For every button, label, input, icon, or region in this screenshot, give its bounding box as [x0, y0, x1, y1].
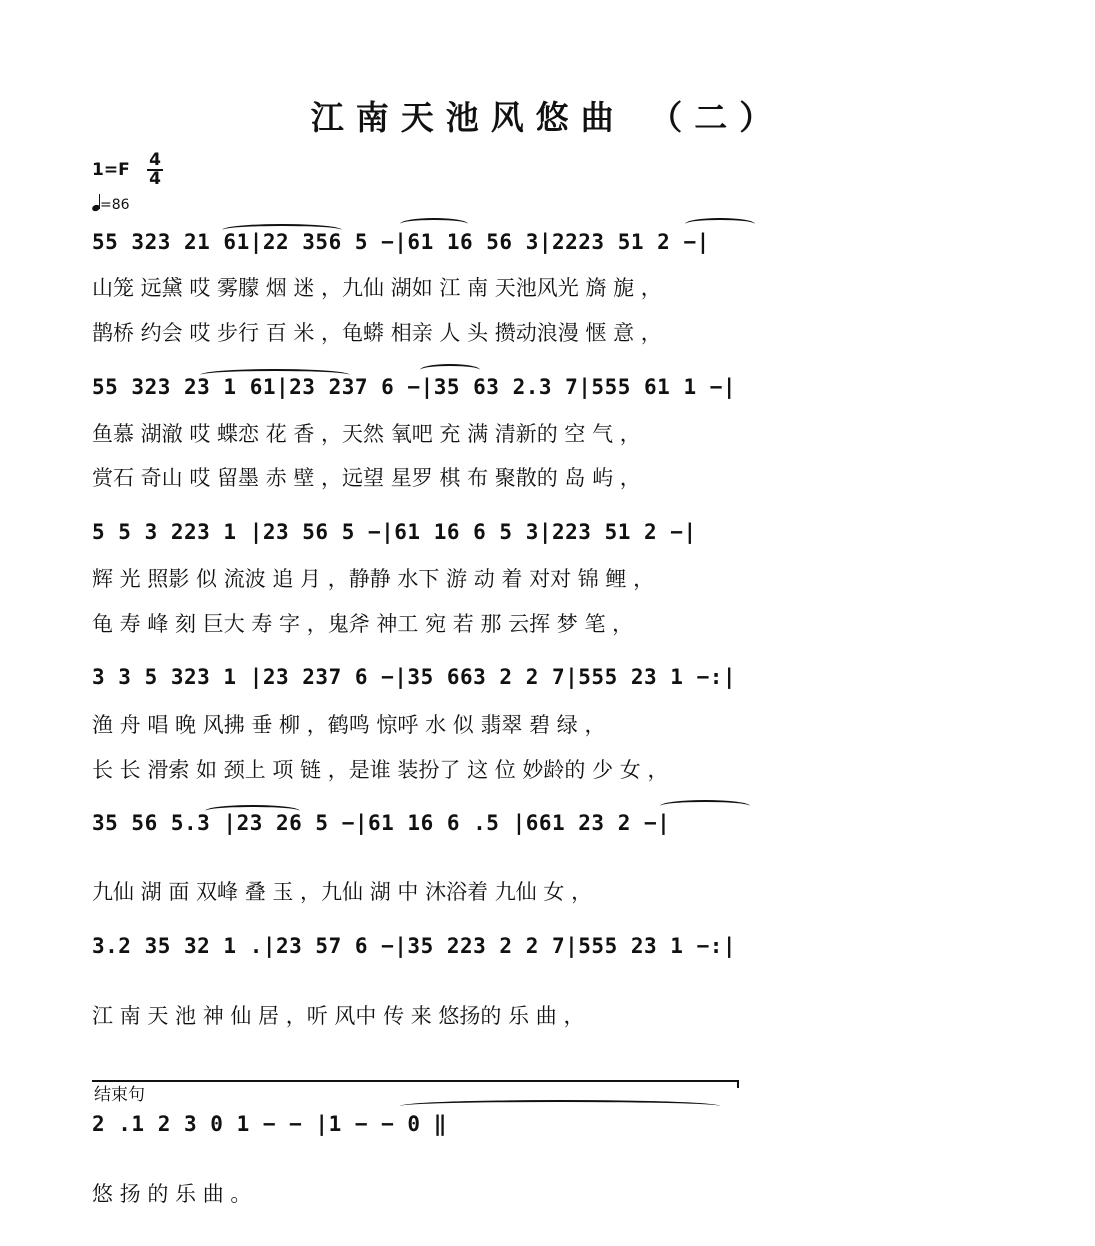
- ending-notation: 2 .1 2 3 0 1 − − |1 − − 0 ‖: [92, 1112, 447, 1136]
- notation-line-4: 3 3 5 323 1 |23 237 6 −|35 663 2 2 7|555 23 1 −:|: [92, 665, 737, 689]
- lyric-line-4-verse-2: 长 长 滑索 如 颈上 项 链 ，是谁 装扮了 这 位 妙龄的 少 女 ，: [92, 758, 669, 782]
- slur-mark: [420, 364, 480, 376]
- slur-mark: [400, 218, 468, 230]
- time-signature: [146, 152, 164, 188]
- lyric-line-1-verse-2: 鹊桥 约会 哎 步行 百 米 ，龟蟒 相亲 人 头 攒动浪漫 惬 意 ，: [92, 321, 662, 345]
- slur-mark: [400, 1100, 720, 1112]
- notation-line-5: 35 56 5.3 |23 26 5 −|61 16 6 .5 |661 23 2 −|: [92, 811, 671, 835]
- lyric-line-6-verse-1: 江 南 天 池 神 仙 居 ，听 风中 传 来 悠扬的 乐 曲 ，: [92, 1004, 585, 1028]
- tempo-value: =86: [100, 197, 130, 213]
- slur-mark: [205, 805, 300, 817]
- notation-line-3: 5 5 3 223 1 |23 56 5 −|61 16 6 5 3|223 51 2 −|: [92, 520, 697, 544]
- time-signature-top: 4: [149, 150, 161, 170]
- tempo-marking: [92, 194, 130, 213]
- key-signature: 1=F: [92, 160, 130, 180]
- notation-line-2: 55 323 23 1 61|23 237 6 −|35 63 2.3 7|555 61 1 −|: [92, 375, 737, 399]
- lyric-line-3-verse-2: 龟 寿 峰 刻 巨大 寿 字 ，鬼斧 神工 宛 若 那 云挥 梦 笔 ，: [92, 612, 634, 636]
- song-title: 江南天池风悠曲 （二）: [310, 98, 785, 137]
- ending-bracket-end: [737, 1080, 739, 1088]
- slur-mark: [660, 800, 750, 812]
- slur-mark: [222, 224, 342, 236]
- lyric-line-1-verse-1: 山笼 远黛 哎 雾朦 烟 迷 ，九仙 湖如 江 南 天池风光 旖 旎 ，: [92, 276, 662, 300]
- slur-mark: [200, 369, 350, 381]
- slur-mark: [685, 218, 755, 230]
- lyric-line-5-verse-1: 九仙 湖 面 双峰 叠 玉 ，九仙 湖 中 沐浴着 九仙 女 ，: [92, 880, 593, 904]
- lyric-line-3-verse-1: 辉 光 照影 似 流波 追 月 ，静静 水下 游 动 着 对对 锦 鲤 ，: [92, 567, 655, 591]
- lyric-line-2-verse-2: 赏石 奇山 哎 留墨 赤 壁 ，远望 星罗 棋 布 聚散的 岛 屿 ，: [92, 466, 641, 490]
- ending-lyric: 悠 扬 的 乐 曲 。: [92, 1182, 252, 1206]
- notation-line-1: 55 323 21 61|22 356 5 −|61 16 56 3|2223 51 2 −|: [92, 230, 710, 254]
- time-signature-bottom: 4: [149, 169, 161, 189]
- lyric-line-4-verse-1: 渔 舟 唱 晚 风拂 垂 柳 ，鹤鸣 惊呼 水 似 翡翠 碧 绿 ，: [92, 713, 606, 737]
- notation-line-6: 3.2 35 32 1 .|23 57 6 −|35 223 2 2 7|555 23 1 −:|: [92, 934, 737, 958]
- lyric-line-2-verse-1: 鱼慕 湖澈 哎 蝶恋 花 香 ，天然 氧吧 充 满 清新的 空 气 ，: [92, 422, 641, 446]
- ending-bracket: [92, 1080, 739, 1082]
- ending-label: 结束句: [94, 1085, 145, 1105]
